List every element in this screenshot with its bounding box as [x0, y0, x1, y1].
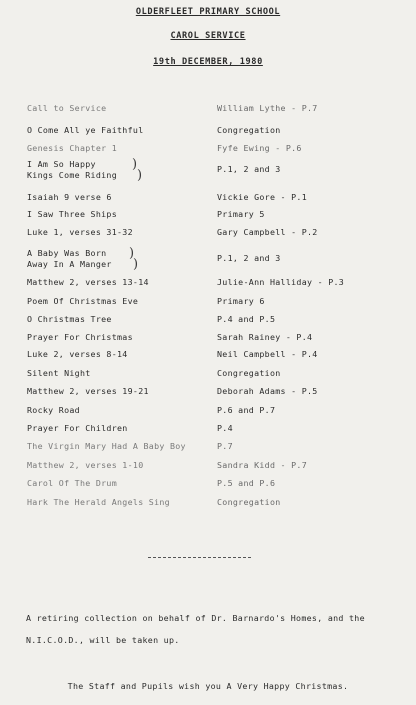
programme-item: Prayer For Children	[27, 423, 128, 433]
programme-item: Matthew 2, verses 1-10	[27, 460, 144, 470]
programme-item: Matthew 2, verses 13-14	[27, 277, 149, 287]
programme-performer: Julie-Ann Halliday - P.3	[217, 277, 345, 287]
closing-message: The Staff and Pupils wish you A Very Happy Christmas.	[67, 681, 349, 691]
programme-item: I Am So Happy Kings Come Riding	[27, 159, 118, 180]
programme-item: Luke 1, verses 31-32	[27, 227, 133, 237]
programme-performer: P.5 and P.6	[217, 478, 276, 488]
programme-performer: Sarah Rainey - P.4	[217, 332, 313, 342]
programme-performer: William Lythe - P.7	[217, 103, 318, 113]
programme-item: Call to Service	[27, 103, 107, 113]
programme-item: I Saw Three Ships	[27, 209, 118, 219]
event-title: CAROL SERVICE	[170, 31, 246, 41]
programme-performer: Congregation	[217, 125, 281, 135]
programme-item: O Christmas Tree	[27, 314, 112, 324]
programme-performer: P.1, 2 and 3	[217, 253, 281, 263]
grouping-brace: )	[129, 246, 135, 261]
programme-performer: Sandra Kidd - P.7	[217, 460, 308, 470]
programme-performer: Congregation	[217, 368, 281, 378]
programme-item: Carol Of The Drum	[27, 478, 118, 488]
event-date: 19th DECEMBER, 1980	[153, 57, 263, 67]
programme-item: The Virgin Mary Had A Baby Boy	[27, 441, 186, 451]
programme-performer: Deborah Adams - P.5	[217, 386, 318, 396]
programme-item: Silent Night	[27, 368, 91, 378]
programme-performer: Primary 5	[217, 209, 265, 219]
divider	[148, 557, 251, 558]
programme-item: Luke 2, verses 8-14	[27, 349, 128, 359]
collection-note: A retiring collection on behalf of Dr. Barnardo's Homes, and the N.I.C.O.D., will be taken up.	[26, 613, 365, 645]
programme-performer: Vickie Gore - P.1	[217, 192, 308, 202]
programme-performer: P.1, 2 and 3	[217, 164, 281, 174]
school-name: OLDERFLEET PRIMARY SCHOOL	[135, 7, 281, 17]
programme-item: A Baby Was Born Away In A Manger	[27, 248, 112, 269]
programme-performer: Congregation	[217, 497, 281, 507]
grouping-brace: )	[132, 157, 138, 172]
programme-item: Hark The Herald Angels Sing	[27, 497, 170, 507]
programme-performer: Neil Campbell - P.4	[217, 349, 318, 359]
programme-performer: P.6 and P.7	[217, 405, 276, 415]
grouping-brace: )	[133, 257, 139, 272]
programme-performer: Gary Campbell - P.2	[217, 227, 318, 237]
programme-performer: Primary 6	[217, 296, 265, 306]
programme-performer: P.4 and P.5	[217, 314, 276, 324]
programme-item: Rocky Road	[27, 405, 80, 415]
programme-item: Prayer For Christmas	[27, 332, 133, 342]
programme-item: Isaiah 9 verse 6	[27, 192, 112, 202]
programme-item: Matthew 2, verses 19-21	[27, 386, 149, 396]
programme-item: O Come All ye Faithful	[27, 125, 144, 135]
programme-item: Poem Of Christmas Eve	[27, 296, 139, 306]
programme-item: Genesis Chapter 1	[27, 143, 118, 153]
grouping-brace: )	[137, 168, 143, 183]
programme-performer: P.4	[217, 423, 233, 433]
programme-performer: P.7	[217, 441, 233, 451]
programme-performer: Fyfe Ewing - P.6	[217, 143, 302, 153]
